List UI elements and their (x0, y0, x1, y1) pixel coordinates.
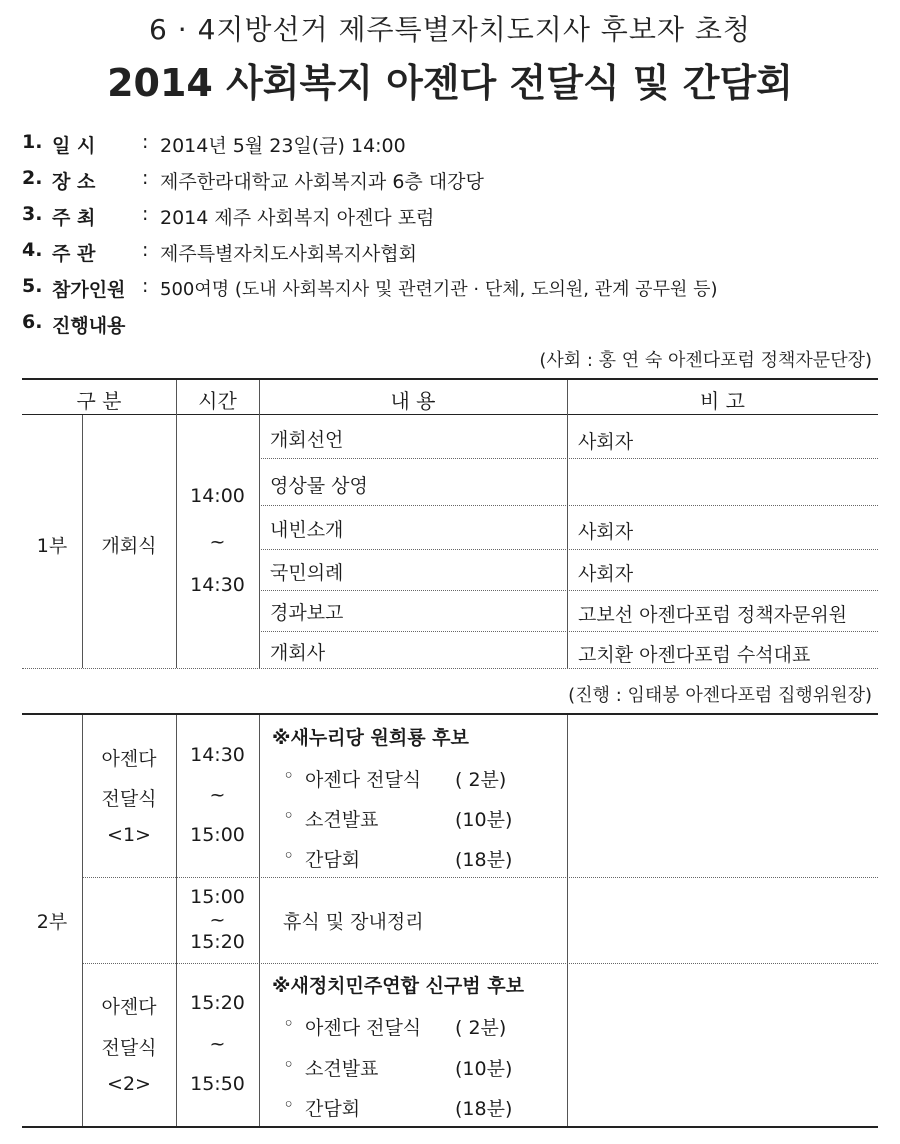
part1-bottom-border (22, 668, 878, 669)
block2-section-line2: 전달식 (101, 1037, 157, 1059)
host-note: (사회 : 홍 연 숙 아젠다포럼 정책자문단장) (539, 350, 872, 371)
block1-time-sep: ~ (209, 784, 226, 806)
row-divider (259, 505, 878, 506)
document-subtitle: 6 · 4지방선거 제주특별자치도지사 후보자 초청 (149, 13, 751, 46)
block2-section-line1: 아젠다 (101, 996, 157, 1018)
header-time: 시간 (198, 389, 237, 413)
break-content: 휴식 및 장내정리 (283, 911, 424, 933)
table-bottom-border (22, 1126, 878, 1128)
row-divider (259, 631, 878, 632)
col-divider (567, 715, 568, 1126)
table-top-border (22, 378, 878, 380)
break-time-end: 15:20 (190, 931, 245, 953)
part2-top-border (22, 713, 878, 715)
header-division: 구 분 (76, 389, 122, 413)
header-bottom-border (22, 414, 878, 415)
header-remark: 비 고 (700, 389, 745, 413)
part1-time-start: 14:00 (190, 485, 245, 507)
part1-time-sep: ~ (209, 531, 226, 553)
row-divider (259, 549, 878, 550)
block1-section-line2: 전달식 (101, 788, 157, 810)
header-content: 내 용 (390, 389, 436, 413)
block1-time-start: 14:30 (190, 744, 245, 766)
row-divider (82, 877, 878, 878)
block2-time-sep: ~ (209, 1033, 226, 1055)
col-divider (176, 380, 177, 668)
col-divider (259, 715, 260, 1126)
break-time-start: 15:00 (190, 886, 245, 908)
block2-section-line3: <2> (107, 1073, 151, 1095)
block2-candidate: ※새정치민주연합 신구범 후보 (272, 975, 524, 997)
part1-section: 개회식 (101, 535, 157, 557)
row-divider (259, 590, 878, 591)
col-divider (567, 380, 568, 668)
part2-label: 2부 (36, 911, 68, 933)
break-time-sep: ~ (209, 909, 226, 931)
block1-section-line3: <1> (107, 824, 151, 846)
row-divider (259, 458, 878, 459)
part1-label: 1부 (36, 535, 68, 557)
col-divider (82, 715, 83, 1126)
block2-time-start: 15:20 (190, 992, 245, 1014)
document-title: 2014 사회복지 아젠다 전달식 및 간담회 (107, 61, 793, 105)
row-divider (82, 963, 878, 964)
progress-note: (진행 : 임태봉 아젠다포럼 집행위원장) (568, 685, 872, 706)
block1-time-end: 15:00 (190, 824, 245, 846)
part1-time-end: 14:30 (190, 574, 245, 596)
block2-time-end: 15:50 (190, 1073, 245, 1095)
block1-section-line1: 아젠다 (101, 748, 157, 770)
col-divider (259, 380, 260, 668)
block1-candidate: ※새누리당 원희룡 후보 (272, 727, 469, 749)
